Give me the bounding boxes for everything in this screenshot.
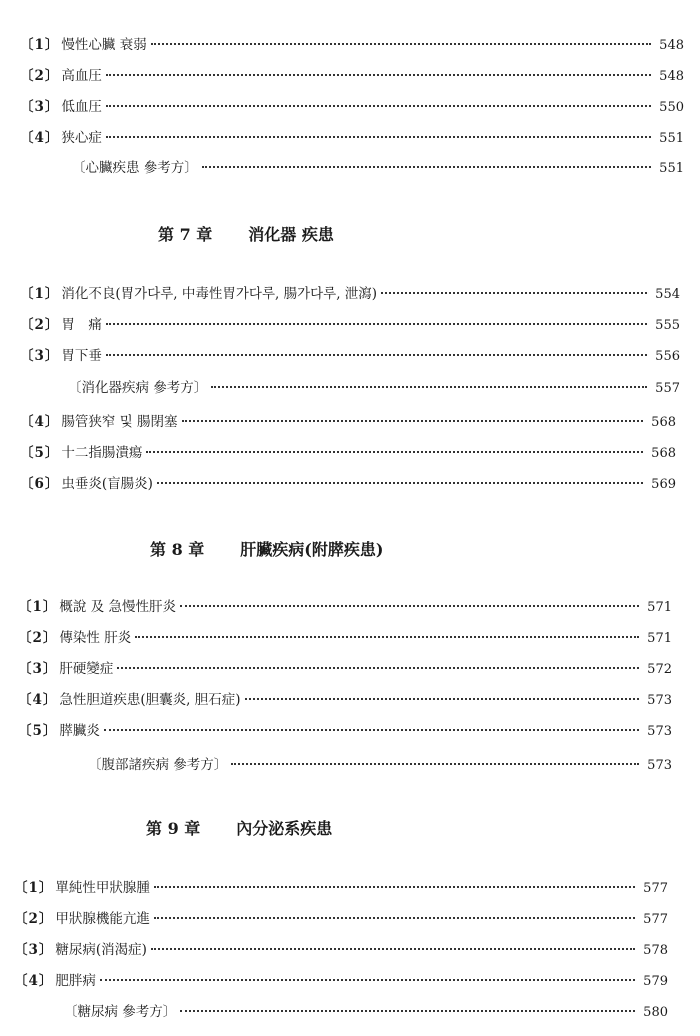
dot-leader bbox=[157, 482, 643, 484]
entry-page: 555 bbox=[655, 318, 680, 333]
chapter-label: 第 7 章 bbox=[158, 225, 213, 244]
toc-entry bbox=[18, 596, 672, 618]
toc-entry bbox=[18, 627, 672, 649]
chapter-title: 消化器 疾患 bbox=[248, 225, 334, 244]
toc-entry bbox=[14, 877, 668, 899]
entry-number: 〔2〕 bbox=[20, 317, 60, 333]
dot-leader bbox=[106, 105, 651, 107]
toc-entry bbox=[20, 345, 680, 367]
entry-number: 〔3〕 bbox=[18, 661, 58, 677]
chapter-label: 第 9 章 bbox=[146, 819, 201, 838]
entry-page: 550 bbox=[659, 100, 684, 115]
toc-entry bbox=[14, 970, 668, 992]
entry-number: 〔4〕 bbox=[14, 973, 54, 989]
entry-title: 傳染性 肝炎 bbox=[59, 630, 132, 646]
entry-page: 554 bbox=[655, 287, 680, 302]
entry-page: 577 bbox=[643, 881, 668, 896]
chapter-title: 肝臟疾病(附膵疾患) bbox=[240, 540, 384, 559]
entry-number: 〔4〕 bbox=[18, 692, 58, 708]
toc-entry bbox=[20, 96, 684, 118]
dot-leader bbox=[245, 698, 640, 700]
entry-title: 〔糖尿病 參考方〕 bbox=[64, 1004, 177, 1020]
entry-page: 572 bbox=[647, 662, 672, 677]
entry-title: 〔消化器疾病 參考方〕 bbox=[68, 380, 208, 396]
dot-leader bbox=[104, 729, 639, 731]
dot-leader bbox=[106, 136, 651, 138]
toc-entry bbox=[20, 283, 680, 305]
entry-page: 573 bbox=[647, 758, 672, 773]
entry-number: 〔5〕 bbox=[20, 445, 60, 461]
entry-number: 〔4〕 bbox=[20, 414, 60, 430]
toc-entry bbox=[20, 442, 676, 464]
entry-title: 〔腹部諸疾病 參考方〕 bbox=[88, 757, 228, 773]
entry-page: 548 bbox=[659, 69, 684, 84]
dot-leader bbox=[211, 386, 647, 388]
entry-title: 慢性心臟 衰弱 bbox=[61, 37, 147, 53]
entry-number: 〔3〕 bbox=[20, 348, 60, 364]
entry-page: 573 bbox=[647, 693, 672, 708]
dot-leader bbox=[151, 43, 651, 45]
toc-entry bbox=[18, 658, 672, 680]
entry-number: 〔3〕 bbox=[14, 942, 54, 958]
entry-number: 〔2〕 bbox=[18, 630, 58, 646]
entry-number: 〔1〕 bbox=[20, 37, 60, 53]
entry-title: 十二指腸潰瘍 bbox=[61, 445, 143, 461]
entry-title: 胃 痛 bbox=[61, 317, 102, 333]
dot-leader bbox=[106, 323, 647, 325]
toc-entry bbox=[20, 314, 680, 336]
entry-title: 肝硬變症 bbox=[59, 661, 114, 677]
entry-title: 虫垂炎(盲腸炎) bbox=[61, 476, 153, 492]
entry-page: 577 bbox=[643, 912, 668, 927]
entry-number: 〔4〕 bbox=[20, 130, 60, 146]
entry-page: 578 bbox=[643, 943, 668, 958]
entry-number: 〔3〕 bbox=[20, 99, 60, 115]
entry-page: 569 bbox=[651, 477, 676, 492]
chapter-label: 第 8 章 bbox=[150, 540, 205, 559]
entry-number: 〔6〕 bbox=[20, 476, 60, 492]
dot-leader bbox=[180, 1010, 635, 1012]
dot-leader bbox=[231, 763, 639, 765]
entry-title: 低血圧 bbox=[61, 99, 102, 115]
entry-title: 消化不良(胃가다루, 中毒性胃가다루, 腸가다루, 泄瀉) bbox=[61, 286, 378, 302]
entry-title: 糖尿病(消渴症) bbox=[55, 942, 147, 958]
entry-page: 551 bbox=[659, 131, 684, 146]
entry-page: 568 bbox=[651, 446, 676, 461]
toc-entry bbox=[20, 473, 676, 495]
dot-leader bbox=[182, 420, 644, 422]
entry-title: 胃下垂 bbox=[61, 348, 102, 364]
entry-number: 〔1〕 bbox=[14, 880, 54, 896]
entry-page: 557 bbox=[655, 381, 680, 396]
chapter-heading bbox=[158, 222, 334, 245]
dot-leader bbox=[154, 886, 635, 888]
dot-leader bbox=[381, 292, 647, 294]
toc-entry-reference bbox=[88, 754, 672, 776]
toc-entry-reference bbox=[72, 157, 684, 179]
entry-title: 急性胆道疾患(胆囊炎, 胆石症) bbox=[59, 692, 241, 708]
toc-entry bbox=[14, 939, 668, 961]
toc-entry bbox=[14, 908, 668, 930]
toc-entry bbox=[20, 65, 684, 87]
entry-number: 〔1〕 bbox=[18, 599, 58, 615]
toc-entry-reference bbox=[68, 377, 680, 399]
entry-page: 580 bbox=[643, 1005, 668, 1020]
toc-entry bbox=[20, 34, 684, 56]
toc-entry bbox=[20, 127, 684, 149]
entry-title: 狭心症 bbox=[61, 130, 102, 146]
dot-leader bbox=[117, 667, 639, 669]
entry-number: 〔1〕 bbox=[20, 286, 60, 302]
chapter-title: 內分泌系疾患 bbox=[236, 819, 333, 838]
entry-page: 556 bbox=[655, 349, 680, 364]
dot-leader bbox=[154, 917, 635, 919]
entry-title: 膵臟炎 bbox=[59, 723, 100, 739]
dot-leader bbox=[135, 636, 639, 638]
entry-title: 概說 及 急慢性肝炎 bbox=[59, 599, 176, 615]
entry-title: 高血圧 bbox=[61, 68, 102, 84]
entry-page: 571 bbox=[647, 631, 672, 646]
dot-leader bbox=[146, 451, 643, 453]
entry-page: 568 bbox=[651, 415, 676, 430]
dot-leader bbox=[100, 979, 635, 981]
entry-page: 573 bbox=[647, 724, 672, 739]
entry-page: 571 bbox=[647, 600, 672, 615]
entry-page: 579 bbox=[643, 974, 668, 989]
dot-leader bbox=[202, 166, 651, 168]
toc-entry bbox=[20, 411, 676, 433]
entry-page: 548 bbox=[659, 38, 684, 53]
entry-number: 〔2〕 bbox=[14, 911, 54, 927]
entry-title: 腸管狭窄 및 腸閉塞 bbox=[61, 414, 178, 430]
entry-number: 〔2〕 bbox=[20, 68, 60, 84]
dot-leader bbox=[106, 354, 647, 356]
chapter-heading bbox=[150, 537, 383, 560]
entry-title: 甲狀腺機能亢進 bbox=[55, 911, 150, 927]
entry-title: 肥胖病 bbox=[55, 973, 96, 989]
dot-leader bbox=[180, 605, 639, 607]
toc-entry-reference bbox=[64, 1001, 668, 1023]
entry-number: 〔5〕 bbox=[18, 723, 58, 739]
toc-entry bbox=[18, 720, 672, 742]
entry-title: 〔心臟疾患 參考方〕 bbox=[72, 160, 198, 176]
dot-leader bbox=[106, 74, 651, 76]
toc-entry bbox=[18, 689, 672, 711]
dot-leader bbox=[151, 948, 635, 950]
entry-title: 單純性甲狀腺腫 bbox=[55, 880, 150, 896]
entry-page: 551 bbox=[659, 161, 684, 176]
chapter-heading bbox=[146, 816, 332, 839]
